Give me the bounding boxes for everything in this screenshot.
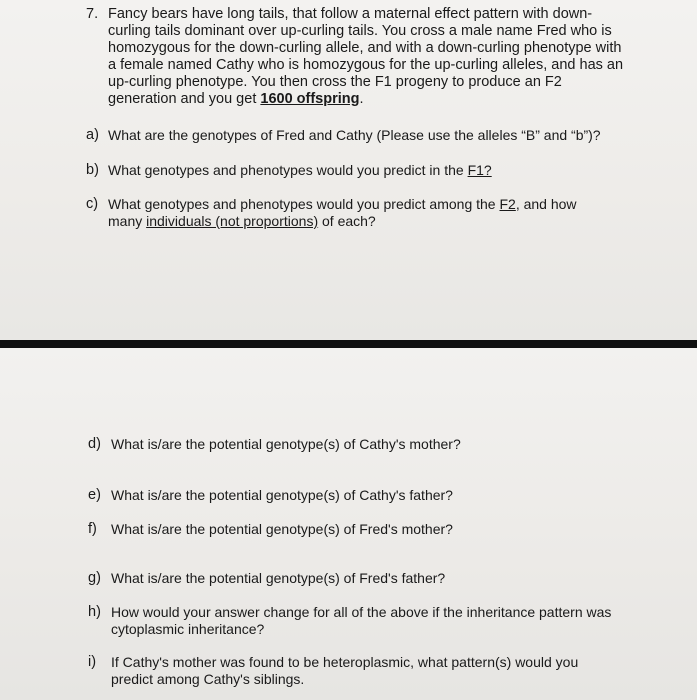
part-c-line-2-suffix: of each? [318,213,376,229]
part-a-text: What are the genotypes of Fred and Cathy (Please use the alleles “B” and “b”)? [108,127,601,143]
offspring-count: 1600 offspring [260,91,360,107]
part-c-text [108,196,678,230]
part-b-f1: F1? [467,162,492,178]
part-c-line-1-suffix: , and how [515,196,577,212]
question-intro [108,6,663,108]
part-c-line-1 [108,196,678,213]
question-line-6-text: generation and you get [108,91,261,107]
part-c-line-2 [108,213,678,230]
question-line-6-end: . [359,91,364,107]
part-c-f2: F2 [499,196,516,212]
part-c-individuals: individuals (not proportions) [146,213,319,229]
part-h-text [111,604,691,638]
part-b-prefix: What genotypes and phenotypes would you predict in the [108,162,468,178]
part-h-line-1: How would your answer change for all of the above if the inheritance pattern was [111,604,612,620]
page-divider [0,340,697,348]
part-b-label: b) [86,162,99,178]
part-a-label: a) [86,127,99,143]
part-d-text: What is/are the potential genotype(s) of Cathy's mother? [111,436,461,452]
question-line-4: a female named Cathy who is homozygous for the up-curling alleles, and has an [108,57,624,73]
part-e-text: What is/are the potential genotype(s) of Cathy's father? [111,487,453,503]
part-c-label: c) [86,196,99,212]
worksheet-bottom-page [0,348,697,700]
question-line-6 [108,91,663,108]
question-line-3: homozygous for the down-curling allele, and with a down-curling phenotype with [108,40,622,56]
part-i-line-2: predict among Cathy's siblings. [111,671,305,687]
part-f-label: f) [88,521,97,537]
part-c-line-2-prefix: many [108,213,147,229]
part-f-text: What is/are the potential genotype(s) of Fred's mother? [111,521,453,537]
part-g-label: g) [88,570,101,586]
part-c-line-1-prefix: What genotypes and phenotypes would you predict among the [108,196,500,212]
part-i-text [111,654,681,688]
question-line-1: Fancy bears have long tails, that follow a maternal effect pattern with down- [108,6,593,22]
part-e-label: e) [88,487,101,503]
worksheet-top-page [0,0,697,340]
part-i-line-1: If Cathy's mother was found to be heteroplasmic, what pattern(s) would you [111,654,579,670]
question-line-5: up-curling phenotype. You then cross the F1 progeny to produce an F2 [108,74,562,90]
part-b-text [108,162,678,179]
part-d-label: d) [88,436,101,452]
part-h-label: h) [88,604,101,620]
part-i-label: i) [88,654,97,670]
question-number: 7. [86,6,99,22]
question-line-2: curling tails dominant over up-curling tails. You cross a male name Fred who is [108,23,612,39]
part-g-text: What is/are the potential genotype(s) of Fred's father? [111,570,446,586]
part-h-line-2: cytoplasmic inheritance? [111,621,265,637]
